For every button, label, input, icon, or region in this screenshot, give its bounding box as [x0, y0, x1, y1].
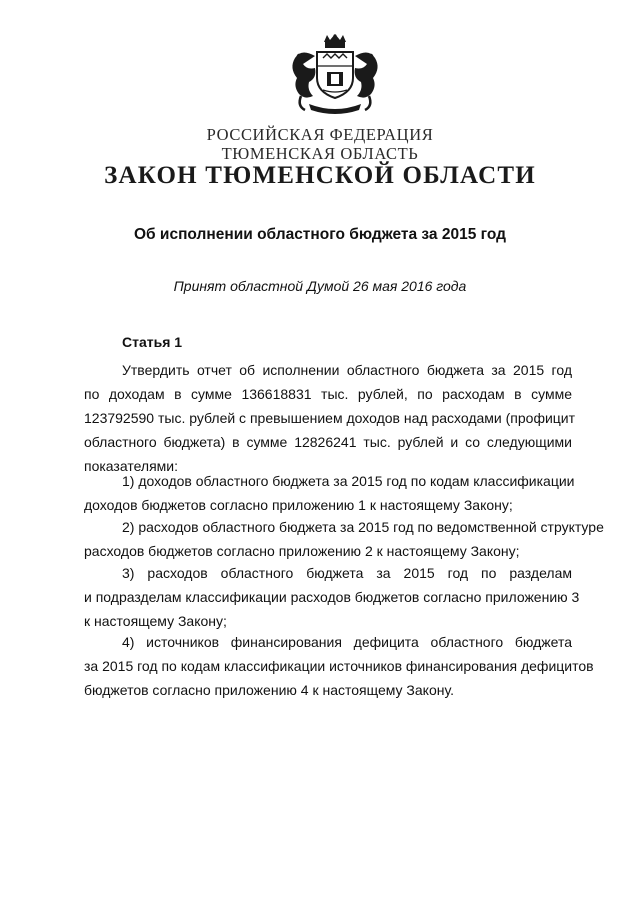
list-item-3-line: 3) расходов областного бюджета за 2015 год по разделам: [122, 565, 572, 581]
list-item-4-line: бюджетов согласно приложению 4 к настоящему Закону.: [84, 682, 454, 698]
header-region: ТЮМЕНСКАЯ ОБЛАСТЬ: [221, 144, 419, 163]
tyumen-coat-of-arms-icon: [287, 34, 383, 116]
article-text-line: областного бюджета) в сумме 12826241 тыс. рублей и со следующими: [84, 434, 572, 450]
article-text-line: показателями:: [84, 458, 178, 474]
list-item-4-line: за 2015 год по кодам классификации источников финансирования дефицитов: [84, 658, 594, 674]
list-item-3-line: к настоящему Закону;: [84, 613, 227, 629]
list-item-4-line: 4) источников финансирования дефицита областного бюджета: [122, 634, 572, 650]
header-law-title: ЗАКОН ТЮМЕНСКОЙ ОБЛАСТИ: [104, 162, 536, 189]
list-item-3-line: и подразделам классификации расходов бюджетов согласно приложению 3: [84, 589, 580, 605]
header-country: РОССИЙСКАЯ ФЕДЕРАЦИЯ: [206, 125, 434, 144]
list-item-1-line: доходов бюджетов согласно приложению 1 к настоящему Закону;: [84, 497, 513, 513]
document-title: Об исполнении областного бюджета за 2015 год: [133, 226, 506, 243]
adoption-note: Принят областной Думой 26 мая 2016 года: [173, 278, 467, 294]
list-item-2-line: расходов бюджетов согласно приложению 2 к настоящему Закону;: [84, 543, 520, 559]
list-item-1-line: 1) доходов областного бюджета за 2015 год по кодам классификации: [122, 473, 575, 489]
article-heading: Статья 1: [122, 334, 183, 350]
article-text-line: по доходам в сумме 136618831 тыс. рублей, по расходам в сумме: [84, 386, 572, 402]
article-text-line: 123792590 тыс. рублей с превышением доходов над расходами (профицит: [84, 410, 576, 426]
list-item-2-line: 2) расходов областного бюджета за 2015 год по ведомственной структуре: [122, 519, 604, 535]
article-text-line: Утвердить отчет об исполнении областного бюджета за 2015 год: [122, 362, 572, 378]
